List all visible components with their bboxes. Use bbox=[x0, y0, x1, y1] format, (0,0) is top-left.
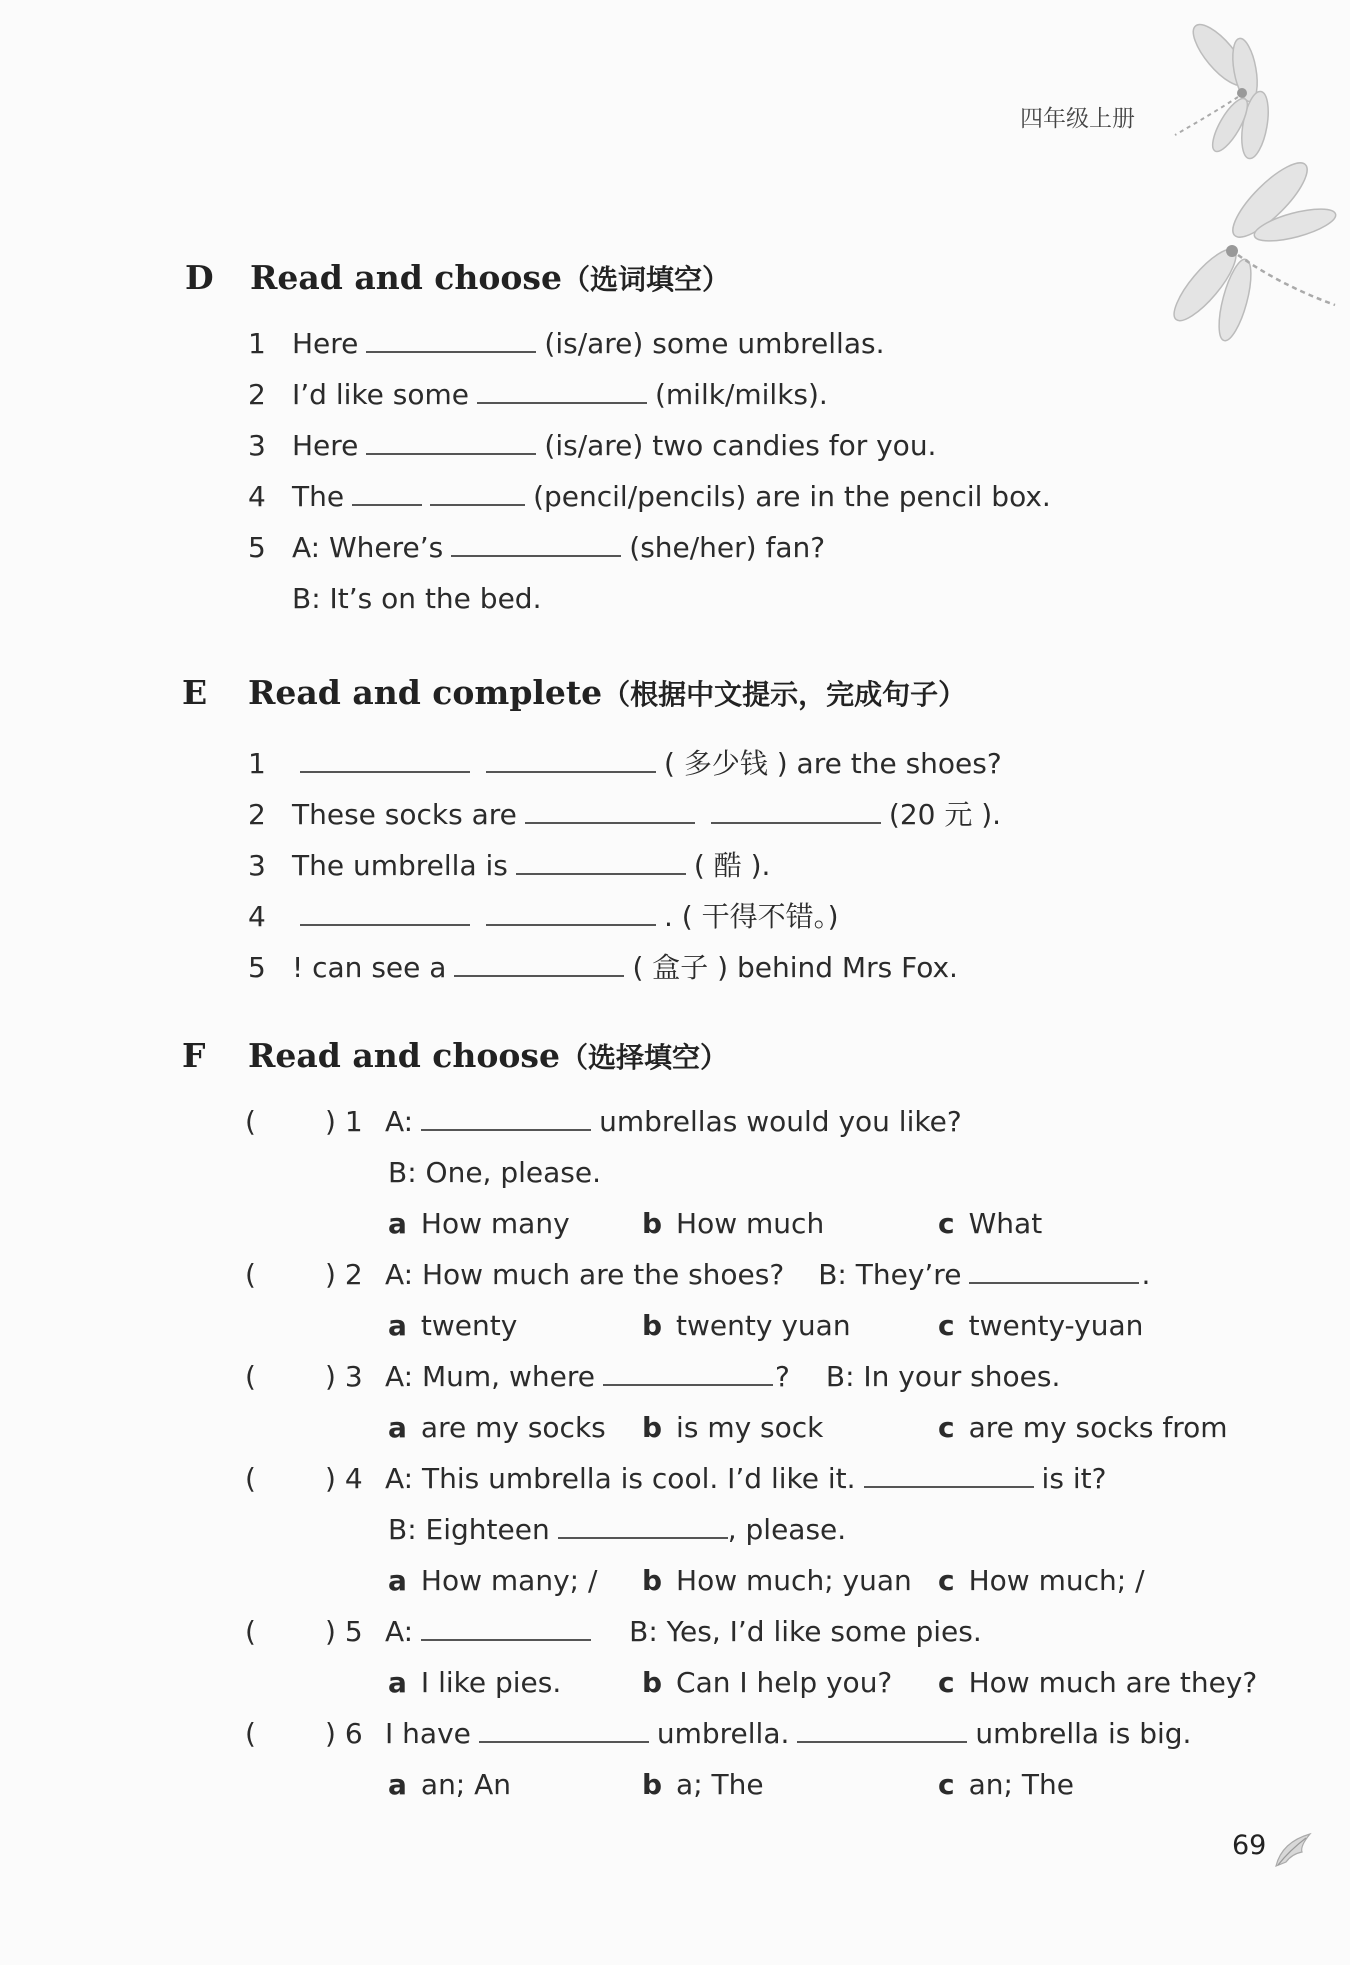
item-text-after: (20 元 ). bbox=[888, 798, 1002, 831]
item-text-before: Here bbox=[292, 327, 359, 360]
item-text-before: The bbox=[292, 480, 345, 513]
item-text-before: A: Where’s bbox=[292, 531, 444, 564]
item-text-after: (pencil/pencils) are in the pencil box. bbox=[533, 480, 1051, 513]
question-number: ) 3 bbox=[325, 1360, 363, 1393]
option-text: How many; / bbox=[420, 1564, 598, 1597]
section-e-title-en: Read and complete bbox=[248, 673, 603, 712]
d-item-1 bbox=[248, 327, 884, 360]
item-number: 4 bbox=[248, 900, 266, 933]
question-b-after: , please. bbox=[727, 1513, 847, 1546]
answer-paren[interactable]: ( bbox=[245, 1717, 256, 1750]
section-e-letter: E bbox=[182, 673, 208, 712]
option-text: an; The bbox=[968, 1768, 1074, 1801]
option-text: twenty yuan bbox=[676, 1309, 851, 1342]
section-f-title bbox=[248, 1036, 728, 1076]
answer-blank[interactable] bbox=[366, 431, 536, 455]
question-number: ) 4 bbox=[325, 1462, 363, 1495]
answer-paren[interactable]: ( bbox=[245, 1258, 256, 1291]
option-letter: a bbox=[388, 1768, 407, 1801]
item-text: B: It’s on the bed. bbox=[292, 582, 542, 615]
option-letter: c bbox=[938, 1207, 955, 1240]
answer-blank[interactable] bbox=[864, 1464, 1034, 1488]
f-question-6 bbox=[245, 1717, 1191, 1750]
question-a: A: How much are the shoes? bbox=[385, 1258, 785, 1291]
option-letter: a bbox=[388, 1564, 407, 1597]
item-text-before: I’d like some bbox=[292, 378, 469, 411]
item-text-before: The umbrella is bbox=[292, 849, 508, 882]
answer-blank[interactable] bbox=[486, 749, 656, 773]
option-b[interactable] bbox=[642, 1207, 938, 1240]
grade-label: 四年级上册 bbox=[1020, 106, 1135, 132]
option-c[interactable] bbox=[938, 1207, 1042, 1240]
f-question-3-options bbox=[388, 1411, 1228, 1444]
question-a-after: umbrella is big. bbox=[975, 1717, 1192, 1750]
section-f-title-cn: （选择填空） bbox=[560, 1041, 729, 1074]
item-text-after: (is/are) some umbrellas. bbox=[544, 327, 885, 360]
question-b-inline: B: In your shoes. bbox=[825, 1360, 1061, 1393]
f-question-3 bbox=[245, 1360, 1060, 1393]
answer-blank[interactable] bbox=[558, 1515, 728, 1539]
option-letter: c bbox=[938, 1666, 955, 1699]
section-e-title bbox=[248, 673, 966, 713]
option-letter: b bbox=[642, 1207, 663, 1240]
option-b[interactable] bbox=[642, 1564, 938, 1597]
question-mid: umbrella. bbox=[656, 1717, 790, 1750]
section-d-title bbox=[250, 258, 730, 298]
d-item-5 bbox=[248, 531, 825, 564]
f-question-1 bbox=[245, 1105, 962, 1138]
e-item-4 bbox=[248, 895, 839, 935]
f-question-2 bbox=[245, 1258, 1150, 1291]
option-c[interactable] bbox=[938, 1666, 1257, 1699]
section-f-letter: F bbox=[182, 1036, 206, 1075]
option-letter: c bbox=[938, 1309, 955, 1342]
option-text: are my socks from bbox=[968, 1411, 1228, 1444]
item-number: 3 bbox=[248, 429, 266, 462]
item-text-after: ( 盒子 ) behind Mrs Fox. bbox=[632, 951, 958, 984]
option-text: How much; yuan bbox=[676, 1564, 912, 1597]
answer-paren[interactable]: ( bbox=[245, 1462, 256, 1495]
answer-blank[interactable] bbox=[516, 851, 686, 875]
option-letter: b bbox=[642, 1564, 663, 1597]
item-number: 2 bbox=[248, 378, 266, 411]
option-text: twenty-yuan bbox=[968, 1309, 1144, 1342]
f-question-5-options bbox=[388, 1666, 1257, 1699]
option-text: a; The bbox=[676, 1768, 764, 1801]
f-question-4 bbox=[245, 1462, 1106, 1495]
question-a: A: bbox=[385, 1615, 414, 1648]
answer-paren[interactable]: ( bbox=[245, 1360, 256, 1393]
f-question-4-b bbox=[388, 1513, 846, 1546]
f-question-5 bbox=[245, 1615, 982, 1648]
answer-blank[interactable] bbox=[969, 1260, 1139, 1284]
option-text: How much are they? bbox=[968, 1666, 1258, 1699]
leaf-icon bbox=[1272, 1832, 1314, 1870]
answer-blank[interactable] bbox=[603, 1362, 773, 1386]
option-letter: a bbox=[388, 1207, 407, 1240]
option-b[interactable] bbox=[642, 1309, 938, 1342]
option-a[interactable] bbox=[388, 1309, 642, 1342]
option-a[interactable] bbox=[388, 1666, 642, 1699]
section-e-title-cn: （根据中文提示，完成句子） bbox=[602, 678, 967, 711]
question-number: ) 1 bbox=[325, 1105, 363, 1138]
item-text-before: These socks are bbox=[292, 798, 517, 831]
dragonfly-top-icon bbox=[1160, 15, 1280, 165]
option-b[interactable] bbox=[642, 1768, 938, 1801]
dragonfly-bottom-icon bbox=[1160, 155, 1340, 365]
answer-blank[interactable] bbox=[454, 953, 624, 977]
option-c[interactable] bbox=[938, 1411, 1228, 1444]
option-b[interactable] bbox=[642, 1666, 938, 1699]
option-text: twenty bbox=[420, 1309, 518, 1342]
option-text: I like pies. bbox=[420, 1666, 562, 1699]
f-question-1-b bbox=[388, 1156, 601, 1189]
option-letter: a bbox=[388, 1666, 407, 1699]
answer-blank[interactable] bbox=[352, 482, 422, 506]
item-text-after: . ( 干得不错。) bbox=[664, 900, 839, 933]
option-letter: c bbox=[938, 1564, 955, 1597]
question-a: A: This umbrella is cool. I’d like it. bbox=[385, 1462, 856, 1495]
question-b-inline: B: They’re bbox=[818, 1258, 962, 1291]
option-c[interactable] bbox=[938, 1768, 1074, 1801]
option-a[interactable] bbox=[388, 1768, 642, 1801]
item-text-after: ( 多少钱 ) are the shoes? bbox=[664, 747, 1002, 780]
option-letter: a bbox=[388, 1309, 407, 1342]
option-text: Can I help you? bbox=[676, 1666, 893, 1699]
answer-blank[interactable] bbox=[300, 902, 470, 926]
question-b: B: One, please. bbox=[388, 1156, 602, 1189]
item-number: 1 bbox=[248, 327, 266, 360]
answer-blank[interactable] bbox=[430, 482, 525, 506]
section-d-letter: D bbox=[185, 258, 214, 297]
answer-blank[interactable] bbox=[477, 380, 647, 404]
option-letter: b bbox=[642, 1666, 663, 1699]
question-number: ) 6 bbox=[325, 1717, 363, 1750]
option-letter: b bbox=[642, 1768, 663, 1801]
d-item-4 bbox=[248, 480, 1051, 513]
item-text-after: (is/are) two candies for you. bbox=[544, 429, 937, 462]
answer-blank[interactable] bbox=[300, 749, 470, 773]
answer-blank[interactable] bbox=[486, 902, 656, 926]
question-a-after: is it? bbox=[1041, 1462, 1107, 1495]
option-letter: c bbox=[938, 1768, 955, 1801]
question-number: ) 2 bbox=[325, 1258, 363, 1291]
answer-blank[interactable] bbox=[797, 1719, 967, 1743]
question-b-inline: B: Yes, I’d like some pies. bbox=[629, 1615, 982, 1648]
question-number: ) 5 bbox=[325, 1615, 363, 1648]
option-b[interactable] bbox=[642, 1411, 938, 1444]
option-a[interactable] bbox=[388, 1411, 642, 1444]
d-item-3 bbox=[248, 429, 936, 462]
question-a-after: umbrellas would you like? bbox=[599, 1105, 962, 1138]
item-text-after: (she/her) fan? bbox=[629, 531, 826, 564]
answer-blank[interactable] bbox=[421, 1107, 591, 1131]
answer-blank[interactable] bbox=[451, 533, 621, 557]
f-question-4-options bbox=[388, 1564, 1145, 1597]
page-number: 69 bbox=[1232, 1830, 1267, 1861]
section-d-title-cn: （选词填空） bbox=[562, 263, 731, 296]
section-d-title-en: Read and choose bbox=[250, 258, 562, 297]
question-b: B: Eighteen bbox=[388, 1513, 550, 1546]
answer-blank[interactable] bbox=[366, 329, 536, 353]
answer-blank[interactable] bbox=[479, 1719, 649, 1743]
item-number: 3 bbox=[248, 849, 266, 882]
option-text: are my socks bbox=[420, 1411, 606, 1444]
option-letter: b bbox=[642, 1411, 663, 1444]
answer-blank[interactable] bbox=[525, 800, 695, 824]
item-text-before: ! can see a bbox=[292, 951, 447, 984]
option-text: What bbox=[968, 1207, 1043, 1240]
e-item-3 bbox=[248, 844, 770, 884]
option-text: an; An bbox=[420, 1768, 512, 1801]
item-number: 1 bbox=[248, 747, 266, 780]
question-a: I have bbox=[385, 1717, 471, 1750]
item-text-after: (milk/milks). bbox=[654, 378, 828, 411]
option-text: How much bbox=[676, 1207, 825, 1240]
item-number: 2 bbox=[248, 798, 266, 831]
option-a[interactable] bbox=[388, 1564, 642, 1597]
section-f-title-en: Read and choose bbox=[248, 1036, 560, 1075]
item-text-after: ( 酷 ). bbox=[693, 849, 771, 882]
question-a: A: bbox=[385, 1105, 414, 1138]
item-text-before: Here bbox=[292, 429, 359, 462]
option-a[interactable] bbox=[388, 1207, 642, 1240]
option-letter: c bbox=[938, 1411, 955, 1444]
option-letter: a bbox=[388, 1411, 407, 1444]
answer-paren[interactable]: ( bbox=[245, 1615, 256, 1648]
option-text: How many bbox=[420, 1207, 570, 1240]
answer-paren[interactable]: ( bbox=[245, 1105, 256, 1138]
e-item-5 bbox=[248, 946, 958, 986]
answer-blank[interactable] bbox=[711, 800, 881, 824]
option-letter: b bbox=[642, 1309, 663, 1342]
answer-blank[interactable] bbox=[421, 1617, 591, 1641]
option-text: is my sock bbox=[676, 1411, 824, 1444]
d-item-2 bbox=[248, 378, 828, 411]
question-a: A: Mum, where bbox=[385, 1360, 595, 1393]
option-c[interactable] bbox=[938, 1309, 1143, 1342]
f-question-2-options bbox=[388, 1309, 1143, 1342]
item-number: 4 bbox=[248, 480, 266, 513]
f-question-1-options bbox=[388, 1207, 1042, 1240]
question-mark: ? bbox=[774, 1360, 790, 1393]
option-c[interactable] bbox=[938, 1564, 1145, 1597]
d-item-5-b bbox=[292, 582, 541, 615]
f-question-6-options bbox=[388, 1768, 1074, 1801]
item-number: 5 bbox=[248, 951, 266, 984]
e-item-1 bbox=[248, 742, 1002, 782]
item-number: 5 bbox=[248, 531, 266, 564]
e-item-2 bbox=[248, 793, 1001, 833]
question-end: . bbox=[1141, 1258, 1151, 1291]
option-text: How much; / bbox=[968, 1564, 1145, 1597]
